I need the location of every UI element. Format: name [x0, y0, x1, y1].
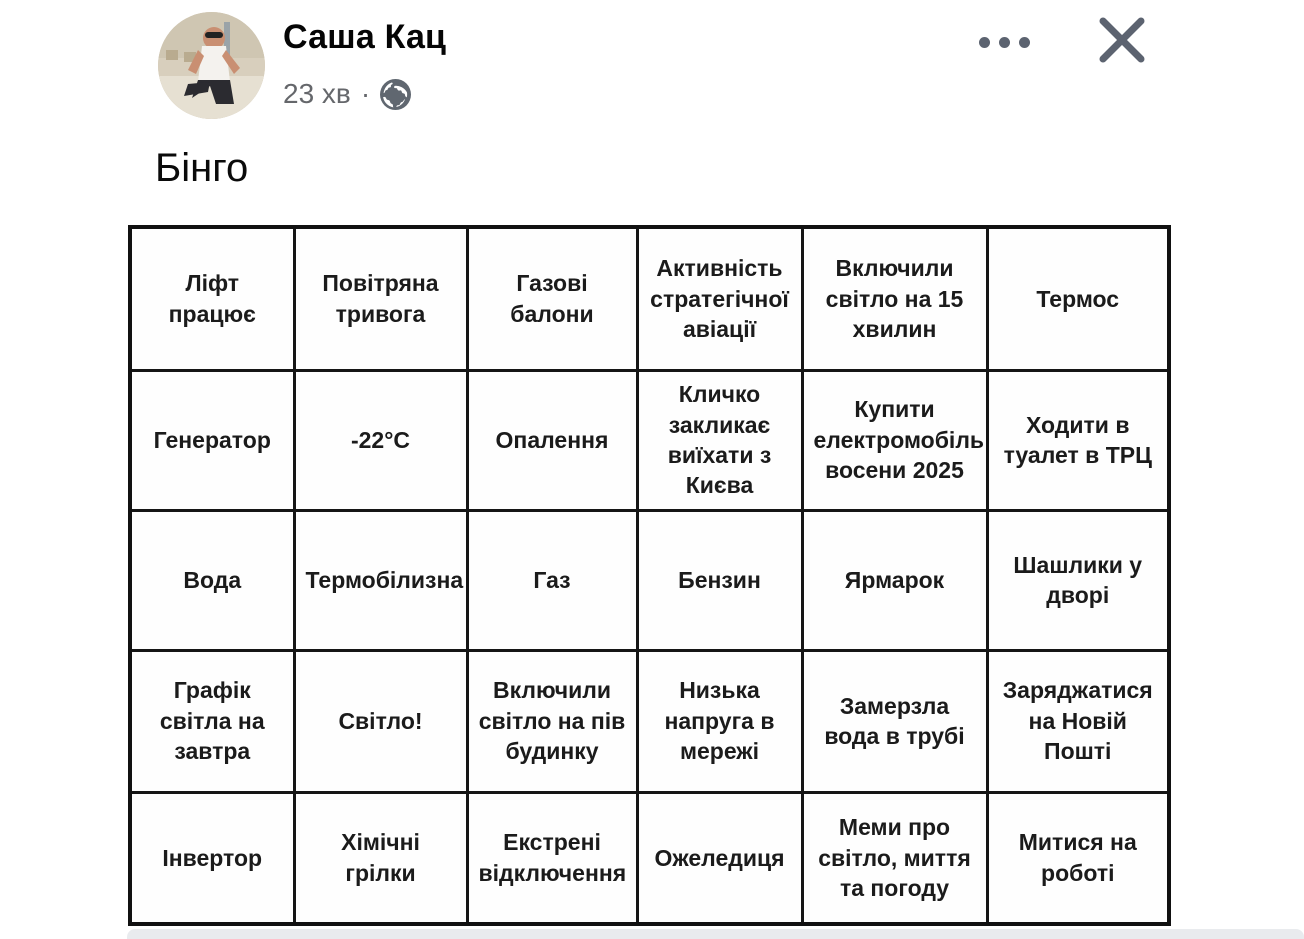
bingo-cell: Шашлики у дворі — [987, 510, 1169, 650]
bingo-cell: Ожеледиця — [637, 792, 802, 924]
bingo-cell: Низька напруга в мережі — [637, 650, 802, 792]
bingo-row — [130, 227, 1169, 370]
post-timestamp[interactable]: 23 хв — [283, 78, 351, 109]
bingo-row — [130, 650, 1169, 792]
bingo-cell: Ярмарок — [802, 510, 987, 650]
bingo-cell: Купити електромобіль восени 2025 — [802, 370, 987, 510]
bingo-cell: Термос — [987, 227, 1169, 370]
post-text: Бінго — [155, 146, 249, 190]
bingo-cell: Газ — [467, 510, 637, 650]
bingo-table — [128, 225, 1171, 926]
bingo-cell: Термобілизна — [294, 510, 467, 650]
ellipsis-icon — [999, 37, 1010, 48]
bingo-cell: Графік світла на завтра — [130, 650, 294, 792]
bingo-cell: Бензин — [637, 510, 802, 650]
globe-icon — [380, 79, 411, 110]
bingo-cell: Газові балони — [467, 227, 637, 370]
bingo-cell: Включили світло на пів будинку — [467, 650, 637, 792]
ellipsis-icon — [979, 37, 990, 48]
avatar-photo — [158, 12, 265, 119]
more-options-button[interactable] — [968, 24, 1040, 60]
comments-card-edge — [127, 929, 1304, 939]
bingo-cell: Екстрені відключення — [467, 792, 637, 924]
post-meta — [283, 78, 411, 110]
bingo-cell: Заряджатися на Новій Пошті — [987, 650, 1169, 792]
bingo-cell: -22°C — [294, 370, 467, 510]
bingo-cell: Меми про світло, миття та погоду — [802, 792, 987, 924]
close-icon — [1096, 14, 1148, 66]
bingo-cell: Вода — [130, 510, 294, 650]
close-button[interactable] — [1092, 10, 1152, 70]
bingo-body — [130, 227, 1169, 924]
bingo-cell: Митися на роботі — [987, 792, 1169, 924]
bingo-row — [130, 510, 1169, 650]
bingo-cell: Повітряна тривога — [294, 227, 467, 370]
bingo-row — [130, 792, 1169, 924]
avatar[interactable] — [158, 12, 265, 119]
bingo-cell: Замерзла вода в трубі — [802, 650, 987, 792]
bingo-cell: Активність стратегічної авіації — [637, 227, 802, 370]
bingo-row — [130, 370, 1169, 510]
bingo-cell: Світло! — [294, 650, 467, 792]
bingo-cell: Опалення — [467, 370, 637, 510]
bingo-cell: Ліфт працює — [130, 227, 294, 370]
bingo-cell: Генератор — [130, 370, 294, 510]
post-image[interactable] — [128, 225, 1167, 922]
author-name[interactable]: Саша Кац — [283, 18, 447, 56]
bingo-cell: Інвертор — [130, 792, 294, 924]
bingo-cell: Ходити в туалет в ТРЦ — [987, 370, 1169, 510]
ellipsis-icon — [1019, 37, 1030, 48]
bingo-cell: Хімічні грілки — [294, 792, 467, 924]
bingo-cell: Включили світло на 15 хвилин — [802, 227, 987, 370]
bingo-cell: Кличко закликає виїхати з Києва — [637, 370, 802, 510]
meta-separator: · — [360, 78, 371, 109]
